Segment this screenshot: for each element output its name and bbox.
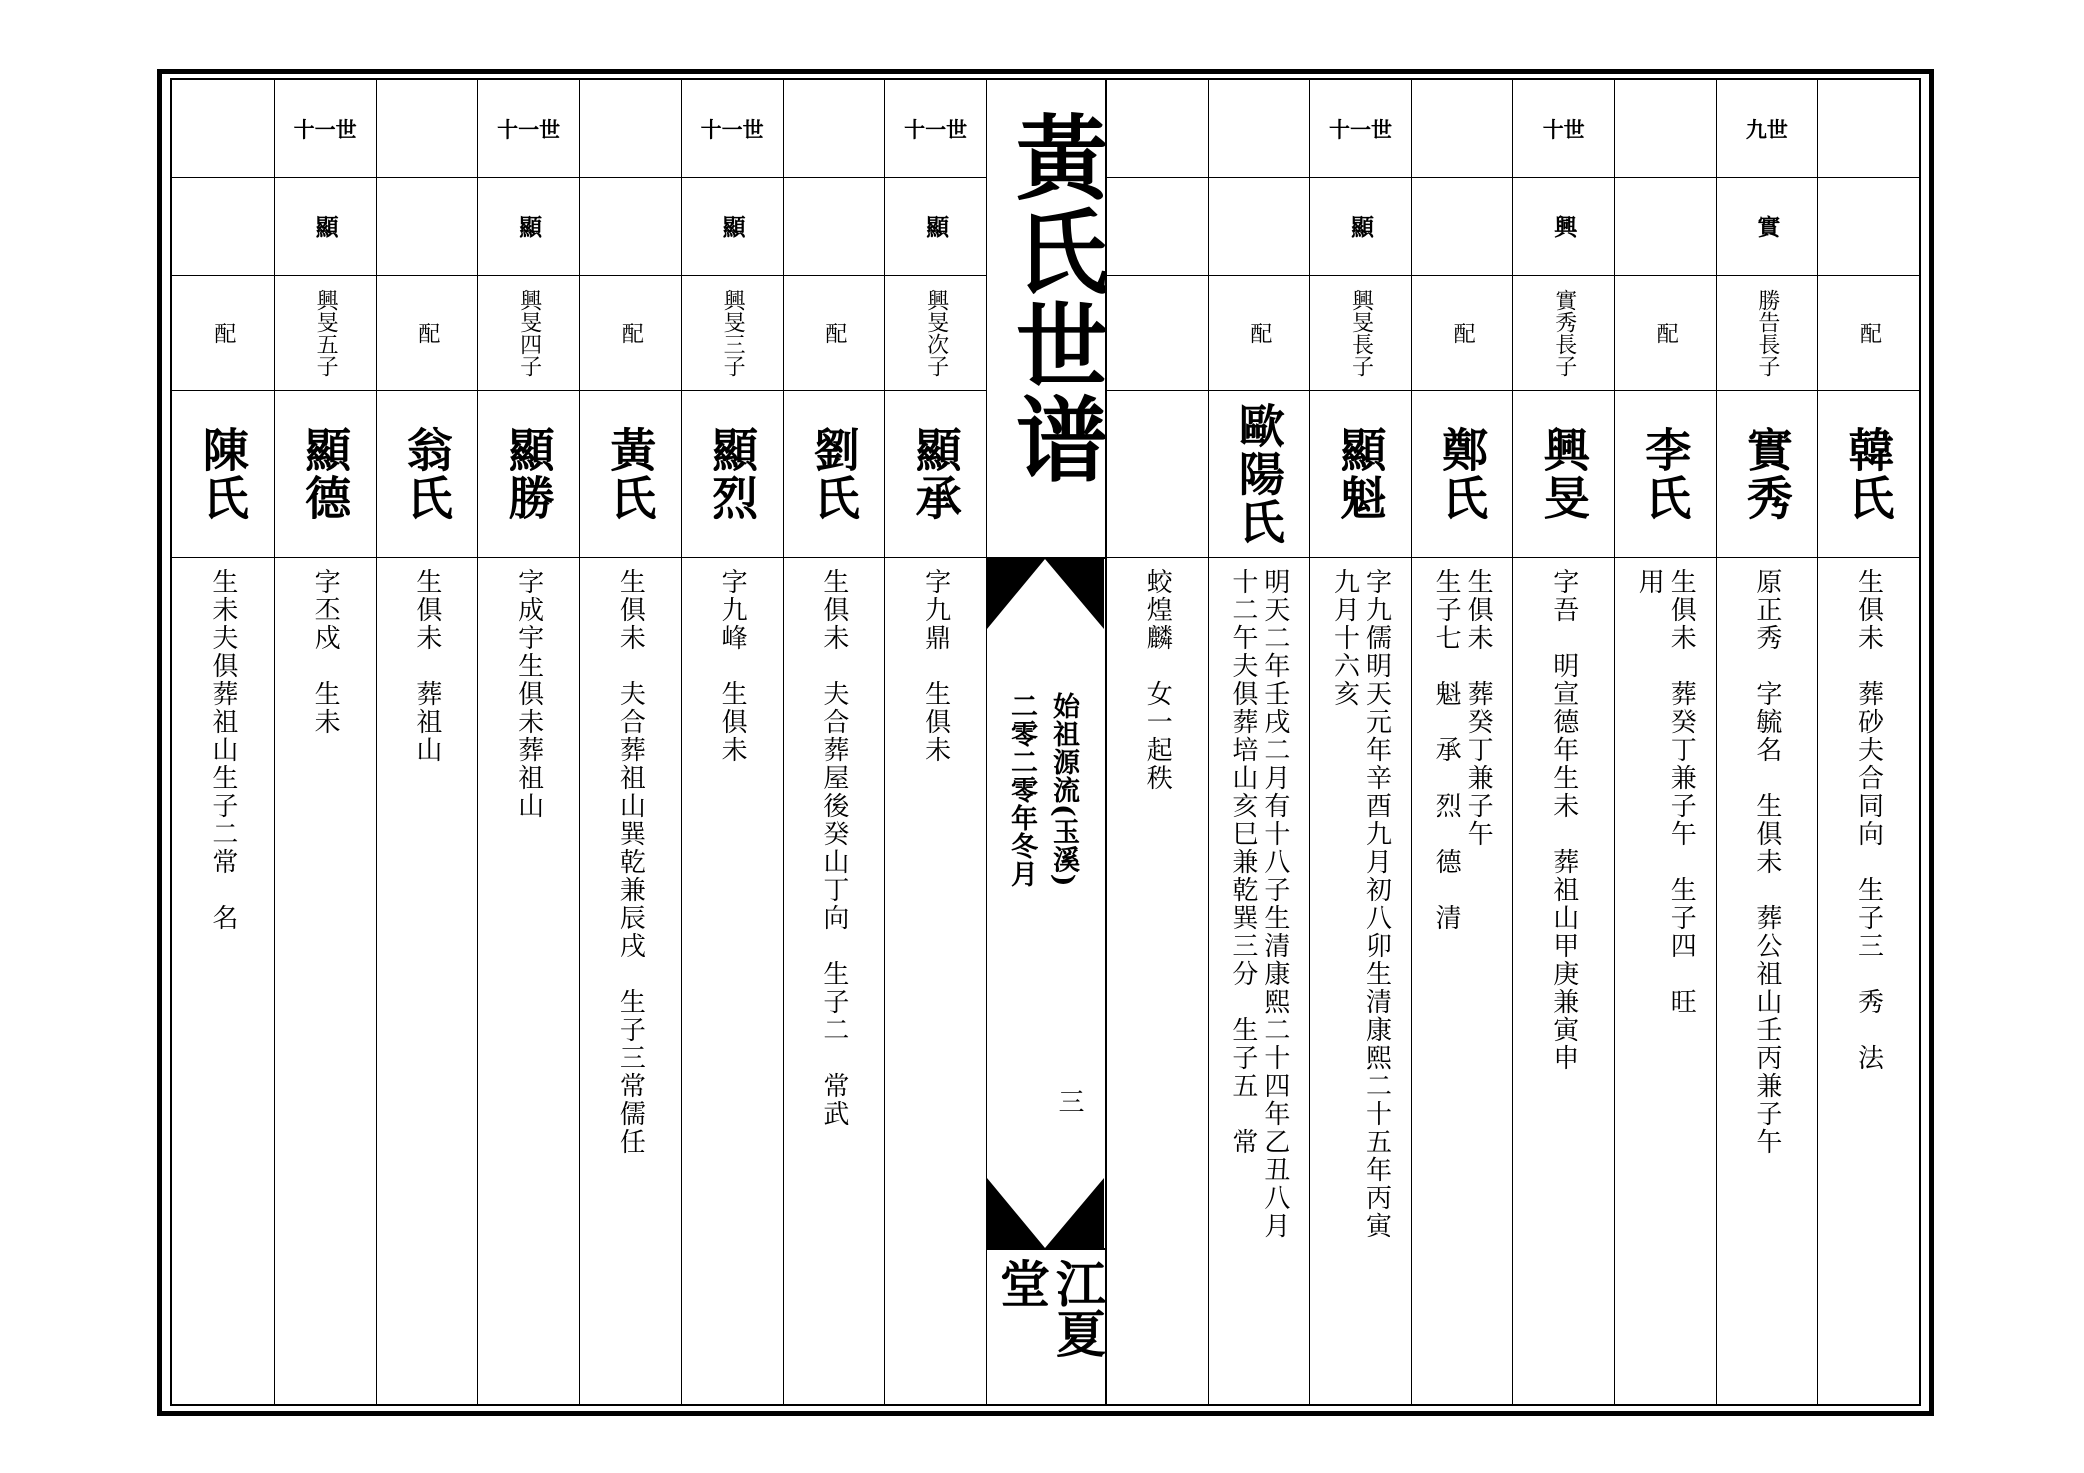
generation-char: 顯 xyxy=(718,215,746,238)
relation-label: 配 xyxy=(210,322,236,344)
relation-label-cell xyxy=(275,275,376,390)
biography-note: 字丕戍 生未 xyxy=(310,568,341,736)
generation-char: 顯 xyxy=(515,215,543,238)
generation-char-cell xyxy=(1107,177,1208,275)
biography-note-cell xyxy=(377,557,478,1404)
relation-label-cell xyxy=(1717,275,1818,390)
generation-label-cell xyxy=(1615,80,1716,177)
relation-label: 配 xyxy=(1856,322,1882,344)
biography-note: 生俱未 葬砂夫合同向 生子三 秀 法 xyxy=(1853,568,1884,1072)
biography-note: 生俱未 葬祖山 xyxy=(411,568,442,764)
generation-char-cell xyxy=(1717,177,1818,275)
relation-label: 配 xyxy=(821,322,847,344)
person-name-cell xyxy=(478,390,579,557)
generation-label: 十一世 xyxy=(1328,116,1392,142)
relation-label-cell xyxy=(478,275,579,390)
generation-label: 十一世 xyxy=(497,116,561,142)
biography-note-cell xyxy=(1717,557,1818,1404)
person-name-cell xyxy=(885,390,986,557)
person-name-cell xyxy=(1310,390,1411,557)
person-name-cell xyxy=(682,390,783,557)
biography-note: 字成宇生俱未葬祖山 xyxy=(513,568,544,820)
biography-note: 生俱未 夫合葬屋後癸山丁向 生子二 常武 xyxy=(818,568,849,1128)
generation-label-cell xyxy=(1717,80,1818,177)
biography-note: 生俱未 夫合葬祖山巽乾兼辰戌 生子三常儒任 xyxy=(615,568,646,1156)
biography-note-cell xyxy=(1107,557,1208,1404)
person-name: 實秀 xyxy=(1739,426,1794,522)
biography-note: 明天二年壬戌二月有十八子生清康熙二十四年乙丑八月 十二午夫俱葬培山亥巳兼乾巽三分 生子五 常 xyxy=(1227,568,1290,1240)
genealogy-column xyxy=(1614,80,1716,1404)
relation-label-cell xyxy=(1107,275,1208,390)
person-name-cell xyxy=(1107,390,1208,557)
banner-date: 二零二零年冬月 xyxy=(1006,692,1037,888)
relation-label: 配 xyxy=(1450,322,1476,344)
person-name-cell xyxy=(1818,390,1919,557)
person-name-cell xyxy=(1615,390,1716,557)
relation-label: 勝告長子 xyxy=(1754,289,1780,377)
biography-note: 原正秀 字毓名 生俱未 葬公祖山壬丙兼子午 xyxy=(1751,568,1782,1156)
relation-label: 興旻五子 xyxy=(313,289,339,377)
biography-note: 字吾 明宣德年生未 葬祖山甲庚兼寅申 xyxy=(1548,568,1579,1072)
biography-note-cell xyxy=(478,557,579,1404)
generation-char: 興 xyxy=(1550,215,1578,238)
genealogy-column xyxy=(1512,80,1614,1404)
generation-label-cell xyxy=(1818,80,1919,177)
genealogy-column xyxy=(1716,80,1818,1404)
biography-note-cell xyxy=(1513,557,1614,1404)
relation-label-cell xyxy=(682,275,783,390)
person-name: 歐陽氏 xyxy=(1231,402,1286,546)
genealogy-column xyxy=(884,80,986,1404)
person-name-cell xyxy=(1412,390,1513,557)
person-name: 陳氏 xyxy=(195,426,250,522)
biography-note-cell xyxy=(1412,557,1513,1404)
generation-char-cell xyxy=(885,177,986,275)
generation-label: 十一世 xyxy=(904,116,968,142)
generation-char-cell xyxy=(275,177,376,275)
person-name: 黃氏 xyxy=(603,426,658,522)
relation-label: 配 xyxy=(618,322,644,344)
biography-note: 蛟煌麟 女一起秩 xyxy=(1142,568,1173,792)
generation-label-cell xyxy=(1209,80,1310,177)
biography-note-cell xyxy=(784,557,885,1404)
genealogy-column xyxy=(681,80,783,1404)
person-name: 李氏 xyxy=(1638,426,1693,522)
relation-label-cell xyxy=(784,275,885,390)
person-name: 顯承 xyxy=(908,426,963,522)
page-title: 黃氏世谱 xyxy=(1001,110,1109,486)
generation-char-cell xyxy=(1310,177,1411,275)
genealogy-column xyxy=(783,80,885,1404)
relation-label-cell xyxy=(172,275,274,390)
generation-label-cell xyxy=(1513,80,1614,177)
genealogy-column xyxy=(477,80,579,1404)
genealogy-column xyxy=(1208,80,1310,1404)
biography-note: 生俱未 葬癸丁兼子午 生子七 魁 承 烈 德 清 xyxy=(1431,568,1494,932)
person-name: 劉氏 xyxy=(806,426,861,522)
biography-note-cell xyxy=(580,557,681,1404)
relation-label: 興旻三子 xyxy=(720,289,746,377)
generation-char-cell xyxy=(1513,177,1614,275)
generation-char: 實 xyxy=(1753,215,1781,238)
generation-char-cell xyxy=(1818,177,1919,275)
generation-label-cell xyxy=(478,80,579,177)
person-name: 顯魁 xyxy=(1333,426,1388,522)
generation-label: 十一世 xyxy=(700,116,764,142)
biography-note: 字九鼎 生俱未 xyxy=(920,568,951,764)
relation-label-cell xyxy=(1615,275,1716,390)
generation-char-cell xyxy=(784,177,885,275)
genealogy-column xyxy=(579,80,681,1404)
generation-char: 顯 xyxy=(1346,215,1374,238)
generation-label-cell xyxy=(580,80,681,177)
genealogy-column xyxy=(274,80,376,1404)
biography-note: 字九峰 生俱未 xyxy=(717,568,748,764)
generation-label: 十世 xyxy=(1542,116,1585,142)
biography-note-cell xyxy=(1310,557,1411,1404)
page-number: 三 xyxy=(1054,1088,1084,1114)
biography-note-cell xyxy=(1818,557,1919,1404)
person-name: 顯烈 xyxy=(705,426,760,522)
person-name: 興旻 xyxy=(1536,426,1591,522)
relation-label-cell xyxy=(1818,275,1919,390)
generation-char-cell xyxy=(377,177,478,275)
generation-label-cell xyxy=(1107,80,1208,177)
generation-char-cell xyxy=(580,177,681,275)
relation-label-cell xyxy=(1209,275,1310,390)
person-name-cell xyxy=(580,390,681,557)
genealogy-column xyxy=(376,80,478,1404)
relation-label-cell xyxy=(580,275,681,390)
person-name: 鄭氏 xyxy=(1435,426,1490,522)
generation-label-cell xyxy=(885,80,986,177)
relation-label-cell xyxy=(1310,275,1411,390)
genealogy-column xyxy=(172,80,274,1404)
genealogy-column xyxy=(1106,80,1208,1404)
relation-label: 配 xyxy=(414,322,440,344)
relation-label: 配 xyxy=(1653,322,1679,344)
biography-note-cell xyxy=(885,557,986,1404)
generation-char: 顯 xyxy=(922,215,950,238)
relation-label: 興旻長子 xyxy=(1348,289,1374,377)
generation-char-cell xyxy=(172,177,274,275)
generation-label-cell xyxy=(682,80,783,177)
biography-note-cell xyxy=(682,557,783,1404)
person-name: 顯德 xyxy=(298,426,353,522)
biography-note-cell xyxy=(1209,557,1310,1404)
relation-label: 配 xyxy=(1246,322,1272,344)
person-name-cell xyxy=(1513,390,1614,557)
generation-char-cell xyxy=(682,177,783,275)
person-name-cell xyxy=(784,390,885,557)
relation-label-cell xyxy=(1412,275,1513,390)
biography-note: 字九儒明天元年辛酉九月初八卯生清康熙二十五年丙寅 九月十六亥 xyxy=(1329,568,1392,1240)
person-name: 韓氏 xyxy=(1841,426,1896,522)
person-name-cell xyxy=(1209,390,1310,557)
person-name-cell xyxy=(172,390,274,557)
biography-note: 生未夫俱葬祖山生子二常 名 xyxy=(207,568,238,932)
generation-char-cell xyxy=(1209,177,1310,275)
biography-note-cell xyxy=(172,557,274,1404)
generation-label-cell xyxy=(1412,80,1513,177)
generation-label-cell xyxy=(784,80,885,177)
generation-char-cell xyxy=(1412,177,1513,275)
person-name-cell xyxy=(1717,390,1818,557)
generation-char: 顯 xyxy=(311,215,339,238)
banner-source: 始祖源流(玉溪) xyxy=(1048,692,1079,888)
generation-label-cell xyxy=(377,80,478,177)
banner-bottom-chevron xyxy=(987,1178,1104,1248)
relation-label: 興旻次子 xyxy=(923,289,949,377)
relation-label-cell xyxy=(885,275,986,390)
person-name: 顯勝 xyxy=(501,426,556,522)
genealogy-column xyxy=(1309,80,1411,1404)
generation-label: 十一世 xyxy=(293,116,357,142)
genealogy-column xyxy=(1411,80,1513,1404)
relation-label: 實秀長子 xyxy=(1551,289,1577,377)
hall-name: 江夏堂 xyxy=(992,1258,1107,1358)
biography-note: 生俱未 葬癸丁兼子午 生子四 旺 用 xyxy=(1634,568,1697,1016)
generation-char-cell xyxy=(1615,177,1716,275)
person-name-cell xyxy=(275,390,376,557)
relation-label-cell xyxy=(377,275,478,390)
central-banner xyxy=(986,80,1109,1404)
generation-label-cell xyxy=(172,80,274,177)
person-name-cell xyxy=(377,390,478,557)
genealogy-column xyxy=(1817,80,1919,1404)
relation-label: 興旻四子 xyxy=(516,289,542,377)
generation-label: 九世 xyxy=(1745,116,1788,142)
banner-top-chevron xyxy=(987,559,1104,629)
relation-label-cell xyxy=(1513,275,1614,390)
person-name: 翁氏 xyxy=(399,426,454,522)
biography-note-cell xyxy=(275,557,376,1404)
biography-note-cell xyxy=(1615,557,1716,1404)
generation-char-cell xyxy=(478,177,579,275)
banner-divider-bottom xyxy=(987,1248,1105,1250)
generation-label-cell xyxy=(275,80,376,177)
generation-label-cell xyxy=(1310,80,1411,177)
